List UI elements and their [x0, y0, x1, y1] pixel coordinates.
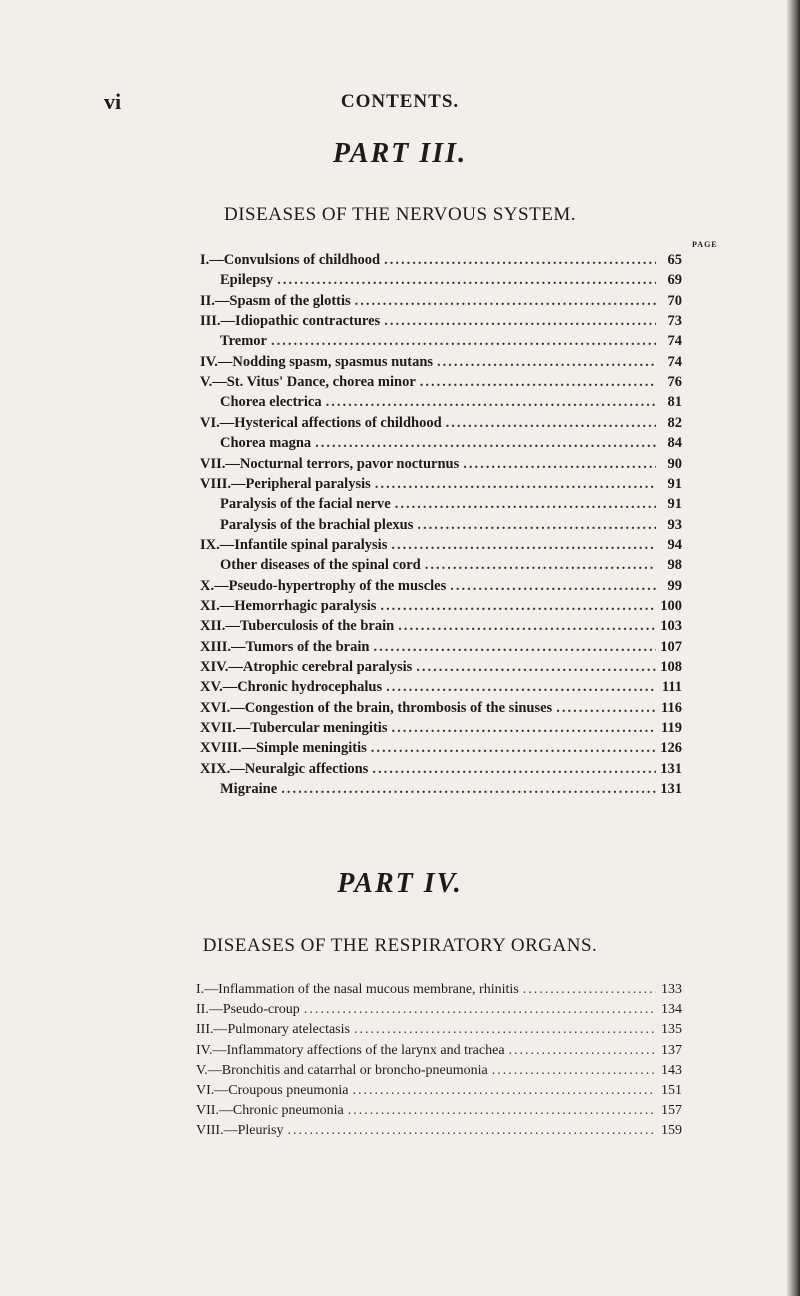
- contents-entry-line: [200, 456, 682, 473]
- dot-leader: [420, 374, 656, 391]
- contents-entry-line: [200, 415, 682, 432]
- dot-leader: [437, 354, 656, 371]
- contents-entry: [0, 720, 800, 740]
- entry-page-number: 143: [661, 1062, 682, 1078]
- contents-entry: [0, 781, 800, 801]
- entry-page-number: 91: [667, 475, 682, 492]
- contents-entry-line: [200, 374, 682, 391]
- dot-leader: [450, 578, 656, 595]
- running-head: [0, 89, 800, 113]
- dot-leader: [271, 333, 656, 350]
- entry-page-number: 159: [661, 1123, 682, 1139]
- contents-entry: [0, 659, 800, 679]
- entry-page-number: 151: [661, 1083, 682, 1098]
- dot-leader: [354, 1022, 656, 1038]
- dot-leader: [373, 639, 656, 656]
- entry-page-number: 107: [660, 638, 682, 655]
- contents-entry-line: [196, 982, 682, 998]
- entry-page-number: 119: [661, 720, 682, 737]
- contents-entry-line: [200, 293, 682, 310]
- contents-entry-line: [220, 272, 682, 289]
- entry-page-number: 135: [661, 1022, 682, 1038]
- contents-entry: [0, 537, 800, 557]
- entry-page-number: 84: [667, 435, 682, 452]
- entry-page-number: 93: [667, 516, 682, 533]
- dot-leader: [348, 1103, 656, 1119]
- contents-entry-line: [200, 354, 682, 371]
- entry-title: XVIII.—Simple meningitis: [200, 740, 367, 757]
- dot-leader: [326, 394, 656, 411]
- entry-title: Paralysis of the facial nerve: [220, 496, 391, 513]
- entry-title: I.—Inflammation of the nasal mucous membrane, rhinitis: [196, 982, 519, 997]
- contents-entry-line: [196, 1123, 682, 1139]
- entry-title: Migraine: [220, 781, 278, 798]
- dot-leader: [355, 293, 656, 310]
- entry-page-number: 82: [667, 414, 682, 431]
- entry-title: V.—St. Vitus' Dance, chorea minor: [200, 374, 416, 391]
- contents-entry: [0, 415, 800, 435]
- entry-title: IV.—Nodding spasm, spasmus nutans: [200, 353, 434, 370]
- entry-page-number: 131: [660, 781, 682, 798]
- entry-title: XIII.—Tumors of the brain: [200, 638, 370, 655]
- entry-title: VII.—Chronic pneumonia: [196, 1103, 344, 1119]
- dot-leader: [417, 517, 656, 534]
- contents-entry: [0, 1083, 800, 1103]
- contents-entry-line: [200, 639, 682, 656]
- dot-leader: [391, 537, 656, 554]
- entry-page-number: 90: [667, 455, 682, 472]
- entry-title: III.—Idiopathic contractures: [200, 313, 381, 330]
- dot-leader: [523, 982, 656, 998]
- dot-leader: [372, 761, 656, 778]
- contents-entry-line: [200, 598, 682, 615]
- entry-title: VII.—Nocturnal terrors, pavor nocturnus: [200, 455, 460, 472]
- contents-entry: [0, 1063, 800, 1083]
- entry-title: VIII.—Pleurisy: [196, 1123, 284, 1139]
- entry-page-number: 81: [667, 394, 682, 411]
- entry-title: VI.—Croupous pneumonia: [196, 1083, 349, 1098]
- entry-title: II.—Spasm of the glottis: [200, 292, 351, 309]
- contents-entry-line: [196, 1043, 682, 1059]
- contents-entry-line: [220, 496, 682, 513]
- entry-title: X.—Pseudo-hypertrophy of the muscles: [200, 577, 447, 594]
- entry-title: Other diseases of the spinal cord: [220, 557, 421, 574]
- dot-leader: [375, 476, 656, 493]
- contents-entry-line: [220, 435, 682, 452]
- entry-title: IV.—Inflammatory affections of the larynx and trachea: [196, 1042, 505, 1058]
- dot-leader: [277, 272, 656, 289]
- entry-page-number: 94: [667, 536, 682, 553]
- entry-page-number: 111: [661, 679, 682, 696]
- dot-leader: [391, 720, 656, 737]
- dot-leader: [315, 435, 656, 452]
- contents-entry: [0, 618, 800, 638]
- contents-entry-line: [200, 659, 682, 676]
- contents-entry-line: [200, 761, 682, 778]
- entry-page-number: 74: [667, 353, 682, 370]
- entry-page-number: 108: [660, 659, 682, 675]
- contents-entry-line: [200, 313, 682, 330]
- contents-entry: [0, 252, 800, 272]
- part-3-title: DISEASES OF THE NERVOUS SYSTEM.: [224, 204, 576, 225]
- dot-leader: [352, 1083, 656, 1099]
- entry-title: XVI.—Congestion of the brain, thrombosis of the sinuses: [200, 699, 553, 716]
- contents-entry-line: [196, 1083, 682, 1099]
- entry-page-number: 116: [661, 699, 682, 716]
- page-column-label: PAGE: [692, 240, 718, 249]
- contents-entry: [0, 1002, 800, 1022]
- entry-page-number: 99: [667, 577, 682, 594]
- entry-page-number: 133: [661, 982, 682, 997]
- entry-page-number: 126: [660, 740, 682, 757]
- contents-entry: [0, 679, 800, 699]
- contents-entry-line: [220, 781, 682, 798]
- entry-title: XV.—Chronic hydrocephalus: [200, 679, 383, 696]
- contents-entry-line: [200, 578, 682, 595]
- contents-entry-line: [196, 1002, 682, 1018]
- contents-entry: [0, 700, 800, 720]
- contents-entry: [0, 557, 800, 577]
- contents-entry-line: [220, 394, 682, 411]
- contents-entry: [0, 598, 800, 618]
- contents-entry: [0, 578, 800, 598]
- contents-entry-line: [200, 700, 682, 717]
- contents-entry: [0, 313, 800, 333]
- entry-page-number: 73: [667, 313, 682, 330]
- contents-entry: [0, 1103, 800, 1123]
- dot-leader: [386, 679, 656, 696]
- contents-entry-line: [200, 679, 682, 696]
- contents-entry: [0, 761, 800, 781]
- entry-title: XIV.—Atrophic cerebral paralysis: [200, 659, 413, 675]
- contents-entry: [0, 435, 800, 455]
- running-title: CONTENTS.: [340, 91, 460, 112]
- dot-leader: [425, 557, 656, 574]
- entry-title: XIX.—Neuralgic affections: [200, 760, 369, 777]
- entry-page-number: 98: [667, 557, 682, 574]
- contents-entry: [0, 333, 800, 353]
- entry-page-number: 131: [660, 760, 682, 777]
- contents-entry: [0, 496, 800, 516]
- entry-page-number: 137: [661, 1042, 682, 1058]
- entry-title: Tremor: [220, 333, 267, 350]
- entry-title: IX.—Infantile spinal paralysis: [200, 536, 388, 553]
- contents-entry: [0, 1123, 800, 1143]
- dot-leader: [384, 252, 656, 269]
- dot-leader: [384, 313, 656, 330]
- entry-page-number: 134: [661, 1002, 682, 1018]
- contents-entry: [0, 1022, 800, 1042]
- entry-title: XI.—Hemorrhagic paralysis: [200, 597, 377, 614]
- entry-page-number: 65: [667, 252, 682, 268]
- page-number: vi: [104, 89, 122, 114]
- contents-entry: [0, 639, 800, 659]
- dot-leader: [371, 740, 656, 757]
- contents-entry-line: [220, 557, 682, 574]
- dot-leader: [304, 1002, 656, 1018]
- dot-leader: [288, 1123, 657, 1139]
- contents-entry-line: [196, 1063, 682, 1079]
- contents-entry-line: [200, 720, 682, 737]
- entry-title: Chorea electrica: [220, 394, 322, 411]
- dot-leader: [509, 1043, 656, 1059]
- contents-entry: [0, 293, 800, 313]
- entry-page-number: 91: [667, 496, 682, 513]
- entry-page-number: 70: [667, 292, 682, 309]
- entry-title: Paralysis of the brachial plexus: [220, 516, 414, 533]
- entry-title: V.—Bronchitis and catarrhal or broncho-pneumonia: [196, 1062, 488, 1078]
- dot-leader: [492, 1063, 656, 1079]
- contents-entry: [0, 456, 800, 476]
- contents-entry-line: [200, 618, 682, 635]
- contents-entry-line: [196, 1022, 682, 1038]
- contents-entry-line: [200, 252, 682, 269]
- entry-title: I.—Convulsions of childhood: [200, 252, 381, 268]
- contents-entry: [0, 374, 800, 394]
- contents-entry-line: [200, 476, 682, 493]
- entry-page-number: 157: [661, 1103, 682, 1119]
- entry-title: VI.—Hysterical affections of childhood: [200, 414, 442, 431]
- contents-entry-line: [220, 333, 682, 350]
- contents-entry: [0, 354, 800, 374]
- entry-title: Epilepsy: [220, 272, 274, 289]
- entry-page-number: 76: [667, 374, 682, 391]
- entry-title: XII.—Tuberculosis of the brain: [200, 618, 395, 635]
- contents-entry: [0, 982, 800, 1002]
- dot-leader: [446, 415, 656, 432]
- dot-leader: [416, 659, 656, 676]
- contents-entry: [0, 476, 800, 496]
- entry-title: XVII.—Tubercular meningitis: [200, 720, 388, 737]
- entry-page-number: 100: [660, 597, 682, 614]
- contents-entry-line: [200, 740, 682, 757]
- entry-page-number: 103: [660, 618, 682, 635]
- entry-page-number: 74: [667, 333, 682, 350]
- contents-entry: [0, 740, 800, 760]
- entry-title: Chorea magna: [220, 435, 312, 452]
- dot-leader: [380, 598, 656, 615]
- entry-title: VIII.—Peripheral paralysis: [200, 475, 371, 492]
- entry-title: II.—Pseudo-croup: [196, 1002, 300, 1018]
- dot-leader: [398, 618, 656, 635]
- contents-entry-line: [220, 517, 682, 534]
- dot-leader: [463, 456, 656, 473]
- part-4-title: DISEASES OF THE RESPIRATORY ORGANS.: [202, 935, 598, 956]
- part-4-heading: PART IV.: [337, 868, 463, 899]
- contents-entry-line: [196, 1103, 682, 1119]
- contents-entry: [0, 1043, 800, 1063]
- dot-leader: [395, 496, 656, 513]
- entry-title: III.—Pulmonary atelectasis: [196, 1022, 350, 1038]
- contents-entry-line: [200, 537, 682, 554]
- part-3-heading: PART III.: [332, 138, 468, 169]
- contents-entry: [0, 272, 800, 292]
- dot-leader: [556, 700, 656, 717]
- contents-entry: [0, 394, 800, 414]
- contents-entry: [0, 517, 800, 537]
- entry-page-number: 69: [667, 272, 682, 289]
- dot-leader: [281, 781, 656, 798]
